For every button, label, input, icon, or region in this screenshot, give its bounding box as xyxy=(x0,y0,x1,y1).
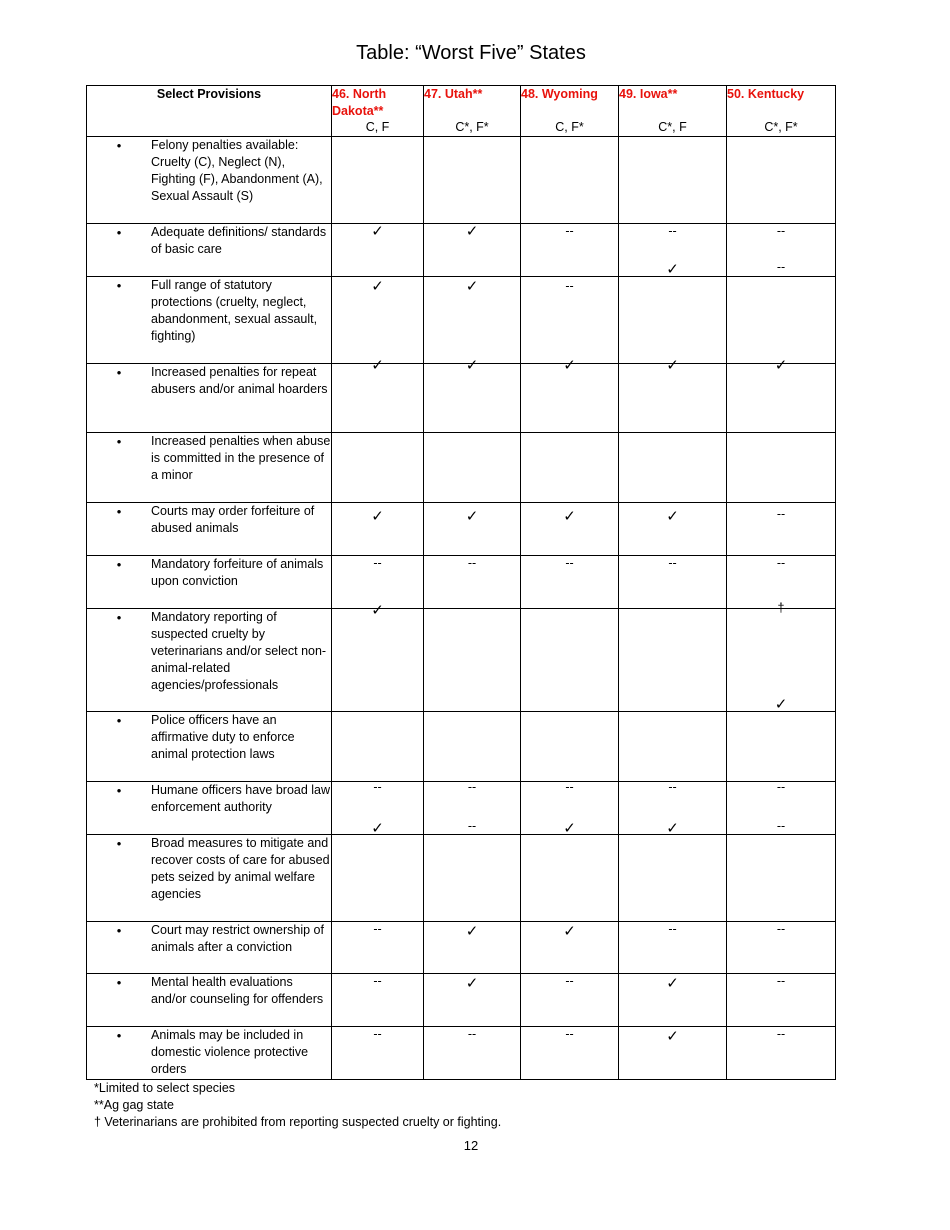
cell-value: -- xyxy=(373,1027,382,1041)
check-icon: ✓ xyxy=(774,356,788,374)
cell-value: -- xyxy=(565,279,574,293)
cell-wyoming xyxy=(521,120,619,224)
provision-cell xyxy=(87,503,332,556)
cell-value: -- xyxy=(776,260,786,274)
cell-kentucky xyxy=(727,120,836,224)
cell-value: -- xyxy=(668,425,677,439)
cell-value: -- xyxy=(373,425,382,439)
cell-value: -- xyxy=(668,556,677,570)
provision-text: Increased penalties for repeat abusers and/or animal hoarders xyxy=(151,365,328,396)
cell-value: -- xyxy=(565,224,574,238)
bullet-icon: • xyxy=(116,836,122,851)
cell-iowa xyxy=(619,601,727,712)
cell-wyoming xyxy=(521,974,619,1027)
cell-value: -- xyxy=(668,224,677,238)
cell-north-dakota xyxy=(332,425,424,503)
provision-text: Mental health evaluations and/or counseling for offenders xyxy=(151,975,324,1006)
provision-text: Mandatory reporting of suspected cruelty by veterinarians and/or select non-animal-related agencies/professionals xyxy=(151,610,327,692)
cell-wyoming xyxy=(521,503,619,556)
cell-value: -- xyxy=(668,704,677,718)
cell-iowa xyxy=(619,704,727,782)
cell-value: -- xyxy=(668,922,677,936)
cell-wyoming xyxy=(521,224,619,277)
cell-kentucky xyxy=(727,695,836,782)
bullet-icon: • xyxy=(116,365,122,380)
table-row xyxy=(87,556,836,609)
cell-value: -- xyxy=(565,556,574,570)
cell-value: -- xyxy=(467,425,477,439)
cell-iowa xyxy=(619,425,727,503)
cell-utah xyxy=(424,224,521,277)
check-icon: ✓ xyxy=(666,819,679,837)
cell-wyoming xyxy=(521,704,619,782)
cell-wyoming xyxy=(521,356,619,433)
table-row xyxy=(87,503,836,556)
check-icon: ✓ xyxy=(666,507,679,525)
check-icon: ✓ xyxy=(371,601,384,619)
header-kentucky: 50. Kentucky xyxy=(727,86,836,137)
cell-iowa xyxy=(619,356,727,433)
cell-value: -- xyxy=(776,780,786,794)
cell-north-dakota xyxy=(332,120,424,224)
cell-utah xyxy=(424,1027,521,1080)
cell-iowa xyxy=(619,503,727,556)
cell-value: -- xyxy=(467,556,477,570)
table-row xyxy=(87,224,836,277)
cell-value: C*, F* xyxy=(764,120,798,134)
cell-value: -- xyxy=(668,780,677,794)
header-select-provisions: Select Provisions xyxy=(87,86,332,137)
cell-value: -- xyxy=(467,704,477,718)
cell-north-dakota xyxy=(332,704,424,782)
cell-utah xyxy=(424,819,521,922)
cell-kentucky xyxy=(727,356,836,433)
bullet-icon: • xyxy=(116,557,122,572)
check-icon: ✓ xyxy=(563,356,576,374)
cell-value: -- xyxy=(467,601,477,615)
provision-text: Humane officers have broad law enforcement authority xyxy=(151,783,331,814)
cell-value: -- xyxy=(776,922,786,936)
cell-value: -- xyxy=(467,780,477,794)
check-icon: ✓ xyxy=(371,277,384,295)
bullet-icon: • xyxy=(116,1028,122,1043)
cell-value: C, F xyxy=(365,120,390,134)
cell-iowa xyxy=(619,120,727,224)
cell-value: -- xyxy=(565,704,574,718)
cell-value: -- xyxy=(373,974,382,988)
provision-text: Felony penalties available: Cruelty (C), Neglect (N), Fighting (F), Abandonment (A), Sexual Assault (S) xyxy=(151,138,323,203)
cell-north-dakota xyxy=(332,922,424,974)
provision-text: Courts may order forfeiture of abused animals xyxy=(151,504,315,535)
cell-utah xyxy=(424,277,521,364)
bullet-icon: • xyxy=(116,610,122,625)
cell-value: -- xyxy=(373,780,382,794)
check-icon: ✓ xyxy=(666,974,679,992)
check-icon: ✓ xyxy=(371,507,384,525)
provision-cell xyxy=(87,556,332,609)
cell-value: -- xyxy=(776,974,786,988)
cell-wyoming xyxy=(521,922,619,974)
cell-value: -- xyxy=(565,974,574,988)
table-row xyxy=(87,782,836,835)
provision-cell xyxy=(87,137,332,224)
cell-utah xyxy=(424,704,521,782)
cell-value: -- xyxy=(776,425,786,439)
check-icon: ✓ xyxy=(465,507,479,525)
provision-text: Increased penalties when abuse is committed in the presence of a minor xyxy=(151,434,331,482)
table-row xyxy=(87,433,836,503)
cell-value: -- xyxy=(467,1027,477,1041)
cell-utah xyxy=(424,503,521,556)
cell-value: -- xyxy=(565,601,574,615)
cell-kentucky xyxy=(727,425,836,503)
table-row xyxy=(87,835,836,922)
cell-wyoming xyxy=(521,425,619,503)
cell-wyoming xyxy=(521,819,619,922)
provision-text: Broad measures to mitigate and recover costs of care for abused pets seized by animal welfare agencies xyxy=(151,836,330,901)
provision-cell xyxy=(87,364,332,433)
cell-iowa xyxy=(619,974,727,1027)
check-icon: ✓ xyxy=(465,222,479,240)
table-row xyxy=(87,277,836,364)
cell-utah xyxy=(424,974,521,1027)
cell-value: -- xyxy=(373,556,382,570)
provision-text: Animals may be included in domestic violence protective orders xyxy=(151,1028,309,1076)
footnote-veterinarians: † Veterinarians are prohibited from reporting suspected cruelty or fighting. xyxy=(94,1115,502,1129)
cell-value: -- xyxy=(565,1027,574,1041)
cell-value: -- xyxy=(373,922,382,936)
cell-value: -- xyxy=(565,425,574,439)
provision-cell xyxy=(87,1027,332,1080)
check-icon: ✓ xyxy=(563,819,576,837)
footnote-limited-species: *Limited to select species xyxy=(94,1081,236,1095)
bullet-icon: • xyxy=(116,225,122,240)
cell-iowa xyxy=(619,260,727,364)
bullet-icon: • xyxy=(116,975,122,990)
bullet-icon: • xyxy=(116,783,122,798)
provision-cell xyxy=(87,433,332,503)
provisions-table xyxy=(86,85,836,1080)
cell-kentucky xyxy=(727,1027,836,1080)
cell-value: -- xyxy=(776,819,786,833)
provision-cell xyxy=(87,974,332,1027)
header-north-dakota: 46. North Dakota** xyxy=(332,86,424,137)
cell-iowa xyxy=(619,819,727,922)
cell-wyoming xyxy=(521,601,619,712)
cell-utah xyxy=(424,922,521,974)
header-wyoming: 48. Wyoming xyxy=(521,86,619,137)
check-icon: ✓ xyxy=(465,974,479,992)
page-number: 12 xyxy=(463,1138,479,1153)
cell-north-dakota xyxy=(332,819,424,922)
cell-utah xyxy=(424,601,521,712)
provision-text: Full range of statutory protections (cruelty, neglect, abandonment, sexual assault, fighting) xyxy=(151,278,318,343)
cell-wyoming xyxy=(521,1027,619,1080)
bullet-icon: • xyxy=(116,713,122,728)
cell-value: -- xyxy=(776,1027,786,1041)
check-icon: ✓ xyxy=(563,922,576,940)
table-row xyxy=(87,364,836,433)
check-icon: ✓ xyxy=(774,695,788,713)
cell-north-dakota xyxy=(332,1027,424,1080)
table-row xyxy=(87,974,836,1027)
cell-north-dakota xyxy=(332,356,424,433)
check-icon: ✓ xyxy=(666,260,679,278)
provision-cell xyxy=(87,609,332,712)
cell-value: C*, F* xyxy=(455,120,489,134)
provision-cell xyxy=(87,782,332,835)
footnote-ag-gag: **Ag gag state xyxy=(94,1098,174,1112)
cell-utah xyxy=(424,425,521,503)
provision-text: Court may restrict ownership of animals after a conviction xyxy=(151,923,324,954)
cell-value: † xyxy=(777,601,785,615)
cell-north-dakota xyxy=(332,277,424,364)
cell-north-dakota xyxy=(332,224,424,277)
cell-value: -- xyxy=(776,224,786,238)
cell-iowa xyxy=(619,1027,727,1080)
provision-cell xyxy=(87,277,332,364)
table-row xyxy=(87,712,836,782)
cell-north-dakota xyxy=(332,601,424,712)
provision-text: Mandatory forfeiture of animals upon conviction xyxy=(151,557,324,588)
cell-iowa xyxy=(619,922,727,974)
bullet-icon: • xyxy=(116,278,122,293)
bullet-icon: • xyxy=(116,138,122,153)
cell-value: -- xyxy=(373,704,382,718)
header-iowa: 49. Iowa** xyxy=(619,86,727,137)
bullet-icon: • xyxy=(116,923,122,938)
check-icon: ✓ xyxy=(371,356,384,374)
provision-cell xyxy=(87,835,332,922)
cell-utah xyxy=(424,120,521,224)
check-icon: ✓ xyxy=(465,356,479,374)
cell-kentucky xyxy=(727,260,836,364)
cell-north-dakota xyxy=(332,503,424,556)
cell-value: C, F* xyxy=(555,120,584,134)
cell-kentucky xyxy=(727,503,836,556)
cell-value: -- xyxy=(776,507,786,521)
cell-kentucky xyxy=(727,819,836,922)
table-row xyxy=(87,137,836,224)
bullet-icon: • xyxy=(116,434,122,449)
cell-value: C*, F xyxy=(658,120,687,134)
table-row xyxy=(87,1027,836,1080)
cell-utah xyxy=(424,356,521,433)
cell-value: -- xyxy=(565,780,574,794)
check-icon: ✓ xyxy=(371,819,384,837)
provision-text: Adequate definitions/ standards of basic care xyxy=(151,225,327,256)
bullet-icon: • xyxy=(116,504,122,519)
provision-cell xyxy=(87,224,332,277)
table-row xyxy=(87,609,836,712)
check-icon: ✓ xyxy=(563,507,576,525)
check-icon: ✓ xyxy=(666,1027,679,1045)
check-icon: ✓ xyxy=(465,277,479,295)
cell-wyoming xyxy=(521,277,619,364)
table-title: Table: “Worst Five” States xyxy=(356,42,586,64)
table-row xyxy=(87,922,836,974)
cell-kentucky xyxy=(727,974,836,1027)
provision-cell xyxy=(87,712,332,782)
provision-text: Police officers have an affirmative duty to enforce animal protection laws xyxy=(151,713,295,761)
check-icon: ✓ xyxy=(465,922,479,940)
cell-value: -- xyxy=(668,601,677,615)
cell-north-dakota xyxy=(332,974,424,1027)
provision-cell xyxy=(87,922,332,974)
check-icon: ✓ xyxy=(371,222,384,240)
cell-value: -- xyxy=(467,819,477,833)
cell-value: -- xyxy=(776,556,786,570)
header-utah: 47. Utah** xyxy=(424,86,521,137)
check-icon: ✓ xyxy=(666,356,679,374)
cell-kentucky xyxy=(727,922,836,974)
